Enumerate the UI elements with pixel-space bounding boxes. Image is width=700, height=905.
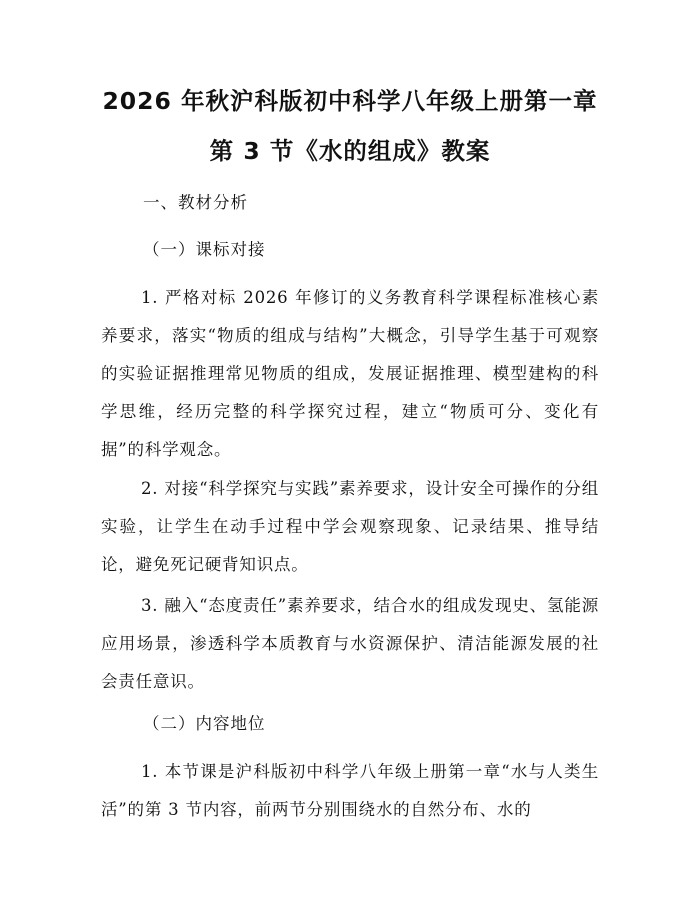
document-title-line-1: 2026 年秋沪科版初中科学八年级上册第一章 — [102, 87, 598, 115]
section-heading-textbook-analysis: 一、教材分析 — [143, 193, 248, 212]
paragraph-curriculum-point-1: 1. 严格对标 2026 年修订的义务教育科学课程标准核心素养要求，落实“物质的组成与结构”大概念，引导学生基于可观察的实验证据推理常见物质的组成，发展证据推理、模型建构的科学思维，经历完整的科学探究过程，建立“物质可分、变化有据”的科学观念。 — [101, 288, 599, 459]
subsection-heading-curriculum-alignment: （一）课标对接 — [143, 240, 266, 259]
paragraph-curriculum-point-3: 3. 融入“态度责任”素养要求，结合水的组成发现史、氢能源应用场景，渗透科学本质教育与水资源保护、清洁能源发展的社会责任意识。 — [101, 596, 599, 691]
paragraph-curriculum-point-2: 2. 对接“科学探究与实践”素养要求，设计安全可操作的分组实验，让学生在动手过程中学会观察现象、记录结果、推导结论，避免死记硬背知识点。 — [101, 479, 599, 574]
document-title-line-2: 第 3 节《水的组成》教案 — [209, 137, 491, 165]
paragraph-content-position-point-1: 1. 本节课是沪科版初中科学八年级上册第一章“水与人类生活”的第 3 节内容，前两节分别围绕水的自然分布、水的 — [101, 762, 599, 819]
subsection-heading-content-position: （二）内容地位 — [143, 714, 266, 733]
